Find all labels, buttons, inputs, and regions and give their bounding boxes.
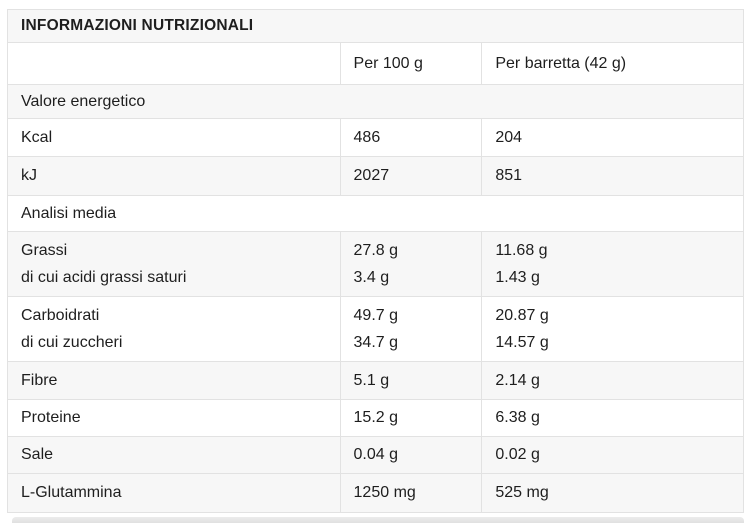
table-row-glutamine <box>8 474 744 513</box>
column-header-row <box>8 43 744 85</box>
table-row-fiber <box>8 362 744 400</box>
table-row-carbs <box>8 297 744 362</box>
row-label <box>8 297 341 362</box>
table-row-kcal <box>8 119 744 157</box>
table-row-salt <box>8 437 744 474</box>
row-label-main: Carboidrati <box>21 307 100 324</box>
next-section-edge <box>12 517 744 523</box>
row-label: Proteine <box>8 400 341 437</box>
value-per-100g: 5.1 g <box>340 362 482 400</box>
section-row-analysis <box>8 196 744 232</box>
value-per-bar: 204 <box>482 119 744 157</box>
section-label-energy: Valore energetico <box>8 85 744 119</box>
column-header-per-100g: Per 100 g <box>340 43 482 85</box>
value-per-bar <box>482 232 744 297</box>
value-per-100g <box>340 232 482 297</box>
value-per-100g: 2027 <box>340 157 482 196</box>
row-label: kJ <box>8 157 341 196</box>
value-per-100g: 15.2 g <box>340 400 482 437</box>
value-sub: 1.43 g <box>495 269 540 286</box>
value-per-bar: 0.02 g <box>482 437 744 474</box>
value-main: 49.7 g <box>353 307 399 324</box>
value-sub: 3.4 g <box>353 269 390 286</box>
table-title-row <box>8 10 744 43</box>
value-per-bar: 6.38 g <box>482 400 744 437</box>
table-row-fats <box>8 232 744 297</box>
section-label-analysis: Analisi media <box>8 196 744 232</box>
row-label: Sale <box>8 437 341 474</box>
row-label-main: Grassi <box>21 242 68 259</box>
nutrition-facts-table <box>7 9 744 513</box>
value-per-100g: 486 <box>340 119 482 157</box>
value-per-bar: 851 <box>482 157 744 196</box>
value-per-100g <box>340 297 482 362</box>
section-row-energy <box>8 85 744 119</box>
value-main: 11.68 g <box>495 242 548 259</box>
row-label-sub: di cui acidi grassi saturi <box>21 269 187 286</box>
value-per-bar: 525 mg <box>482 474 744 513</box>
row-label: Fibre <box>8 362 341 400</box>
value-main: 20.87 g <box>495 307 549 324</box>
value-per-100g: 1250 mg <box>340 474 482 513</box>
value-per-100g: 0.04 g <box>340 437 482 474</box>
table-row-kj <box>8 157 744 196</box>
value-per-bar <box>482 297 744 362</box>
row-label: L-Glutammina <box>8 474 341 513</box>
value-per-bar: 2.14 g <box>482 362 744 400</box>
value-sub: 34.7 g <box>353 334 399 351</box>
row-label-sub: di cui zuccheri <box>21 334 123 351</box>
table-row-protein <box>8 400 744 437</box>
row-label: Kcal <box>8 119 341 157</box>
value-sub: 14.57 g <box>495 334 549 351</box>
row-label <box>8 232 341 297</box>
value-main: 27.8 g <box>353 242 399 259</box>
column-header-per-bar: Per barretta (42 g) <box>482 43 744 85</box>
column-header-blank <box>8 43 341 85</box>
table-title: INFORMAZIONI NUTRIZIONALI <box>8 10 744 43</box>
